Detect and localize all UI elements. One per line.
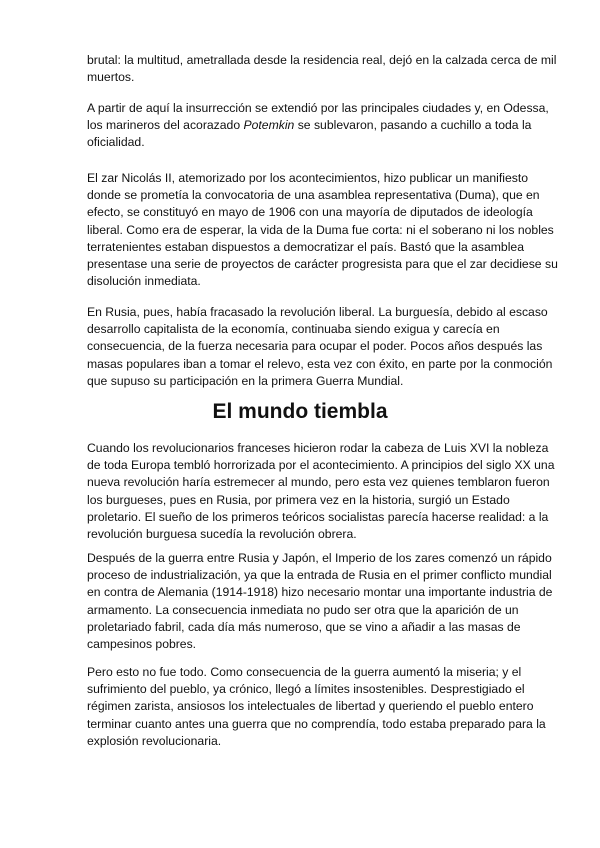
paragraph-insurrection-text-after: se sublevaron, pasando a cuchillo a toda la oficialidad.	[87, 118, 532, 150]
section-heading: El mundo tiembla	[212, 400, 388, 423]
paragraph-massacre-ending: brutal: la multitud, ametrallada desde la residencia real, dejó en la calzada cerca de mil muertos.	[87, 53, 557, 85]
paragraph-insurrection-potemkin	[87, 100, 565, 152]
paragraph-world-trembles: Cuando los revolucionarios franceses hicieron rodar la cabeza de Luis XVI la nobleza de toda Europa tembló horrorizada por el acontecimiento. A principios del siglo XX una nueva revolución haría estremecer al mundo, pero esta vez quienes temblaron fueron los burgueses, pues en Rusia, por primera vez en la historia, surgió un Estado proletario. El sueño de los primeros teóricos socialistas parecía hacerse realidad: a la revolución burguesa sucedía la revolución obrera.	[87, 441, 555, 542]
paragraph-insurrection-text-before: A partir de aquí la insurrección se extendió por las principales ciudades y, en Odessa, los marineros del acorazado	[87, 101, 549, 133]
paragraph-tsar-duma: El zar Nicolás II, atemorizado por los acontecimientos, hizo publicar un manifiesto donde se prometía la convocatoria de una asamblea representativa (Duma), que en efecto, se constituyó en mayo de 1906 con una mayoría de diputados de ideología liberal. Como era de esperar, la vida de la Duma fue corta: ni el soberano ni los nobles terratenientes estaban dispuestos a democratizar el país. Bastó que la asamblea presentase una serie de proyectos de carácter progresista para que el zar decidiese su disolución inmediata.	[87, 171, 558, 289]
paragraph-liberal-revolution-failed: En Rusia, pues, había fracasado la revolución liberal. La burguesía, debido al escaso desarrollo capitalista de la economía, continuaba siendo exigua y carecía en consecuencia, de la fuerza necesaria para ocupar el poder. Pocos años después las masas populares iban a tomar el relevo, esta vez con éxito, en parte por la conmoción que supuso su participación en la primera Guerra Mundial.	[87, 305, 553, 388]
paragraph-war-misery: Pero esto no fue todo. Como consecuencia de la guerra aumentó la miseria; y el sufrimiento del pueblo, ya crónico, llegó a límites insostenibles. Desprestigiado el régimen zarista, ansiosos los intelectuales de libertad y queriendo el pueblo entero terminar cuanto antes una guerra que no comprendía, todo estaba preparado para la explosión revolucionaria.	[87, 665, 546, 748]
paragraph-industrialization: Después de la guerra entre Rusia y Japón, el Imperio de los zares comenzó un rápido proceso de industrialización, ya que la entrada de Rusia en el primer conflicto mundial en contra de Alemania (1914-1918) hizo necesario montar una importante industria de armamento. La consecuencia inmediata no pudo ser otra que la aparición de un proletariado fabril, cada día más numeroso, que se vino a añadir a las masas de campesinos pobres.	[87, 551, 553, 652]
ship-name-potemkin: Potemkin	[243, 118, 295, 133]
